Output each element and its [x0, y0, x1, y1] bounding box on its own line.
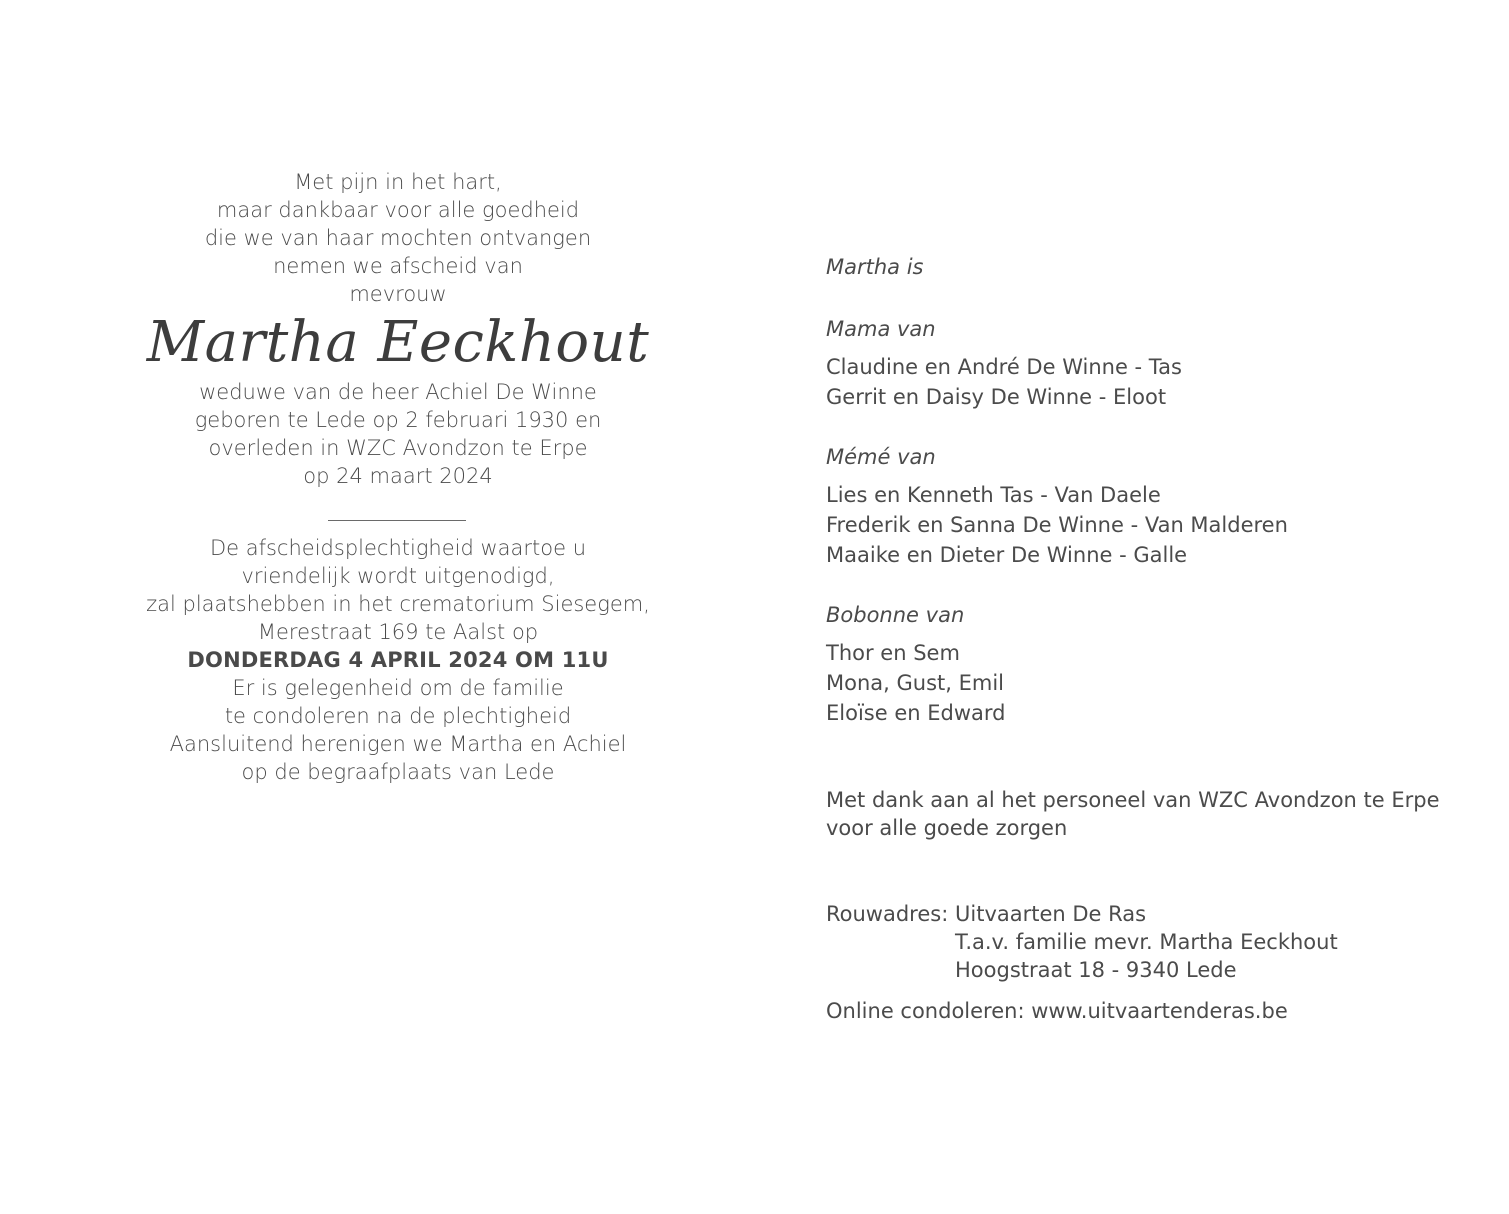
ceremony-line: De afscheidsplechtigheid waartoe u — [209, 536, 587, 560]
thanks-line: voor alle goede zorgen — [826, 816, 1068, 840]
names-list — [826, 480, 1486, 570]
ceremony-line: vriendelijk wordt uitgenodigd, — [241, 564, 555, 588]
burial-line: Aansluitend herenigen we Martha en Achiel — [169, 732, 627, 756]
address-line: Uitvaarten De Ras — [955, 902, 1147, 926]
family-name: Eloïse en Edward — [826, 701, 1006, 725]
family-name: Mona, Gust, Emil — [826, 671, 1004, 695]
thanks-text — [826, 786, 1486, 842]
birth-death-info — [98, 406, 698, 490]
section-label: Bobonne van — [826, 603, 965, 627]
intro-line: maar dankbaar voor alle goedheid — [216, 198, 580, 222]
ceremony-line: Merestraat 169 te Aalst op — [257, 620, 539, 644]
announcement-right-column — [826, 252, 1486, 1026]
intro-line: nemen we afscheid van — [273, 254, 523, 278]
section-label: Mémé van — [826, 445, 936, 469]
condolence-info — [98, 674, 698, 730]
family-section-children — [826, 314, 1486, 412]
address-line: Hoogstraat 18 - 9340 Lede — [955, 958, 1237, 982]
divider-line — [328, 520, 466, 521]
ceremony-date: DONDERDAG 4 APRIL 2024 OM 11U — [187, 648, 609, 672]
burial-info — [98, 730, 698, 786]
family-heading: Martha is — [826, 255, 924, 279]
intro-line: die we van haar mochten ontvangen — [204, 226, 592, 250]
online-condolence: Online condoleren: www.uitvaartenderas.be — [826, 999, 1288, 1023]
intro-line: Met pijn in het hart, — [294, 170, 502, 194]
family-section-grandchildren — [826, 442, 1486, 570]
ceremony-info — [98, 534, 698, 646]
family-name: Lies en Kenneth Tas - Van Daele — [826, 483, 1161, 507]
widow-line: weduwe van de heer Achiel De Winne — [199, 380, 597, 404]
names-list — [826, 638, 1486, 728]
birth-line: geboren te Lede op 2 februari 1930 en — [194, 408, 602, 432]
section-label: Mama van — [826, 317, 936, 341]
address-row — [826, 900, 1486, 928]
thanks-line: Met dank aan al het personeel van WZC Avondzon te Erpe — [826, 788, 1440, 812]
divider-wrap — [98, 508, 698, 534]
mourning-address — [826, 900, 1486, 984]
address-line: T.a.v. familie mevr. Martha Eeckhout — [955, 930, 1338, 954]
family-name: Maaike en Dieter De Winne - Galle — [826, 543, 1188, 567]
burial-line: op de begraafplaats van Lede — [241, 760, 555, 784]
family-name: Thor en Sem — [826, 641, 960, 665]
announcement-left-column — [98, 168, 698, 786]
family-section-great-grandchildren — [826, 600, 1486, 728]
condolence-line: te condoleren na de plechtigheid — [224, 704, 572, 728]
names-list — [826, 352, 1486, 412]
family-name: Frederik en Sanna De Winne - Van Malderen — [826, 513, 1288, 537]
family-name: Claudine en André De Winne - Tas — [826, 355, 1182, 379]
birth-line: op 24 maart 2024 — [303, 464, 493, 488]
condolence-line: Er is gelegenheid om de familie — [232, 676, 564, 700]
deceased-name: Martha Eeckhout — [146, 310, 650, 375]
address-label: Rouwadres: — [826, 902, 949, 926]
honorific: mevrouw — [349, 282, 447, 306]
intro-text — [98, 168, 698, 280]
ceremony-line: zal plaatshebben in het crematorium Siesegem, — [146, 592, 650, 616]
family-name: Gerrit en Daisy De Winne - Eloot — [826, 385, 1167, 409]
birth-line: overleden in WZC Avondzon te Erpe — [208, 436, 588, 460]
